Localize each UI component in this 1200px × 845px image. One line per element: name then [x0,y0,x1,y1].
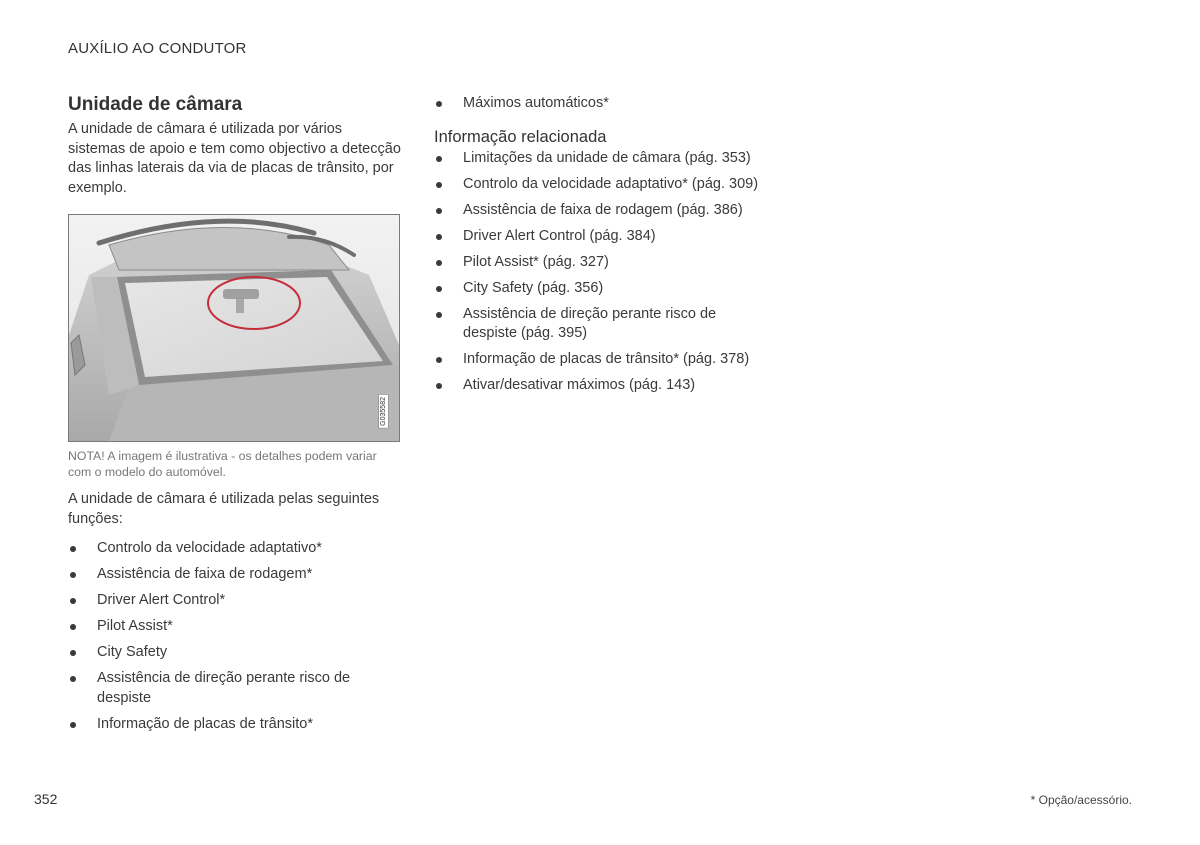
windshield-camera-drawing [69,215,399,441]
figure-code: G035582 [378,394,389,429]
related-link[interactable]: Informação de placas de trânsito* (pág. 378) [434,350,774,370]
intro-paragraph: A unidade de câmara é utilizada por vários sistemas de apoio e tem como objectivo a detecção das linhas laterais da via de placas de trânsito, por exemplo. [68,121,401,196]
footnote: * Opção/acessório. [1030,793,1132,807]
list-item: Informação de placas de trânsito* [68,715,402,735]
related-link[interactable]: Assistência de direção perante risco de despiste (pág. 395) [434,305,774,344]
list-item: Driver Alert Control* [68,591,402,611]
functions-list-continued [434,94,774,114]
related-link[interactable]: City Safety (pág. 356) [434,279,774,299]
figure-caption: NOTA! A imagem é ilustrativa - os detalhes podem variar com o modelo do automóvel. [68,449,377,479]
related-link[interactable]: Limitações da unidade de câmara (pág. 353) [434,149,774,169]
list-item: Pilot Assist* [68,617,402,637]
list-item: Assistência de direção perante risco de despiste [68,669,402,708]
list-item: Controlo da velocidade adaptativo* [68,539,402,559]
page-number: 352 [34,791,58,807]
list-item: Assistência de faixa de rodagem* [68,565,402,585]
related-link[interactable]: Ativar/desativar máximos (pág. 143) [434,376,774,396]
list-item: Máximos automáticos* [434,94,774,114]
functions-intro: A unidade de câmara é utilizada pelas seguintes funções: [68,491,380,527]
section-header: AUXÍLIO AO CONDUTOR [68,40,247,57]
related-link[interactable]: Assistência de faixa de rodagem (pág. 386) [434,201,774,221]
camera-unit-illustration [68,214,400,442]
related-info-list [434,149,774,396]
related-link[interactable]: Driver Alert Control (pág. 384) [434,227,774,247]
right-column [434,94,774,402]
related-link[interactable]: Controlo da velocidade adaptativo* (pág. 309) [434,175,774,195]
list-item: City Safety [68,643,402,663]
functions-list [68,539,402,734]
related-link[interactable]: Pilot Assist* (pág. 327) [434,253,774,273]
related-info-title: Informação relacionada [434,127,607,146]
left-column [68,94,402,741]
section-title: Unidade de câmara [68,94,243,115]
